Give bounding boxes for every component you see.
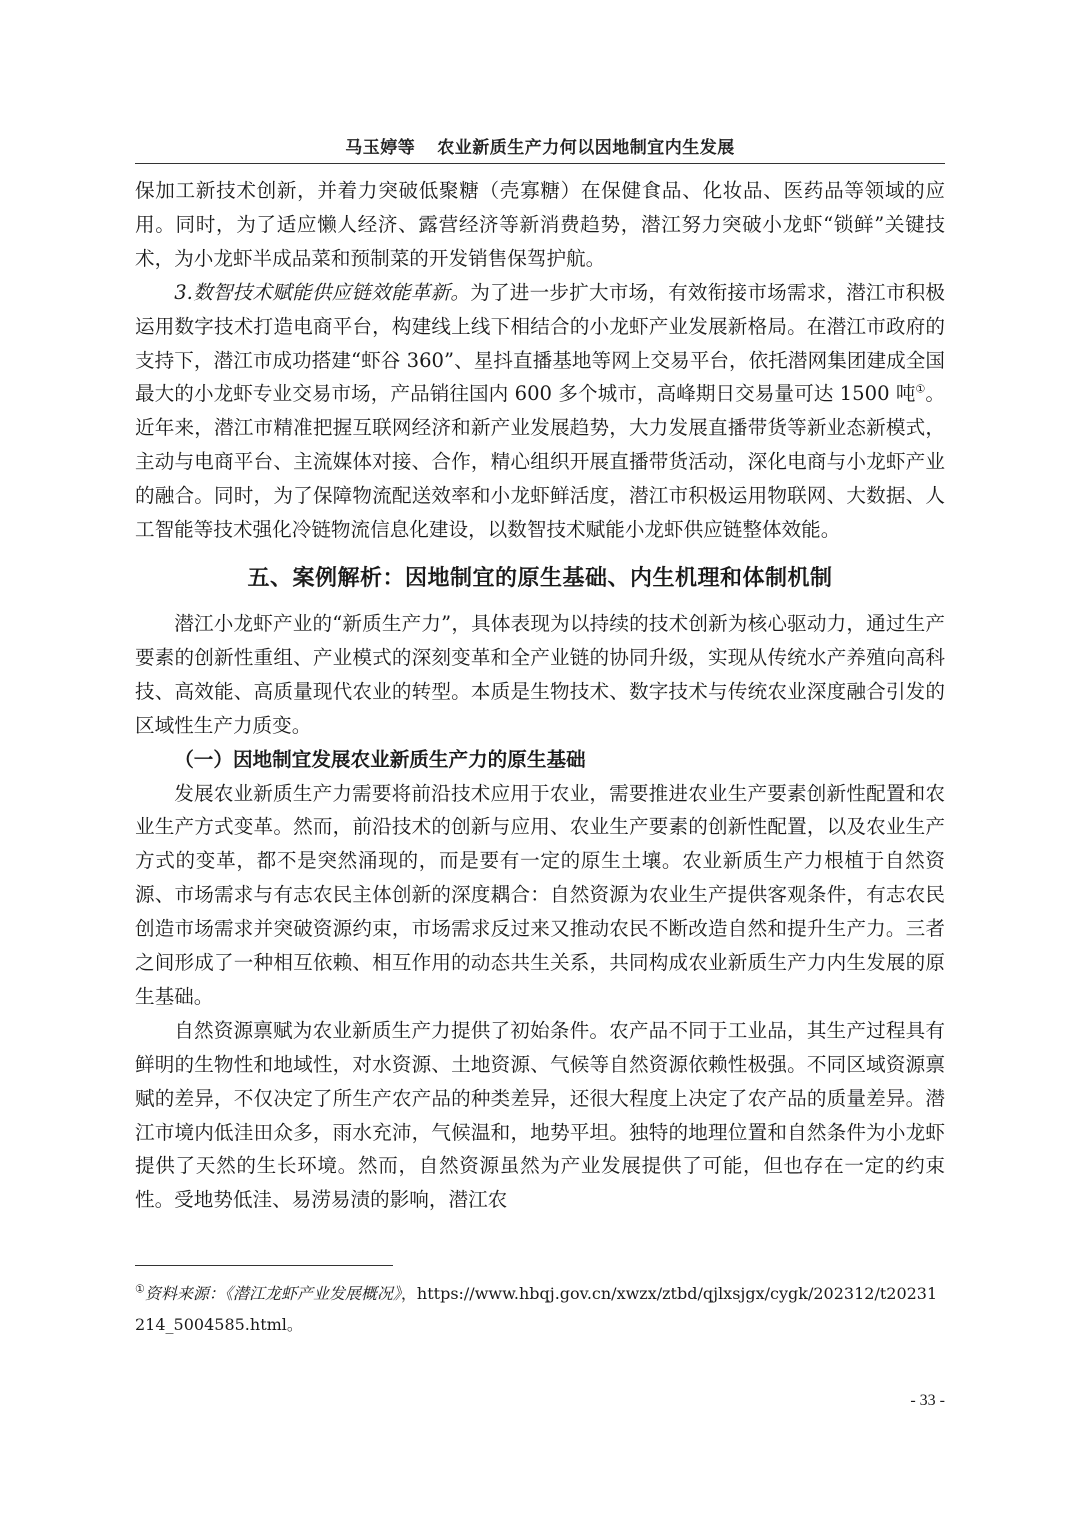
paragraph-3: 潜江小龙虾产业的“新质生产力”，具体表现为以持续的技术创新为核心驱动力，通过生产要素的创新性重组、产业模式的深刻变革和全产业链的协同升级，实现从传统水产养殖向高科技、高效能、高质量现代农业的转型。本质是生物技术、数字技术与传统农业深度融合引发的区域性生产力质变。	[135, 611, 945, 737]
footnote	[135, 1278, 945, 1340]
footnote-source: 《潜江龙虾产业发展概况》	[224, 1284, 401, 1303]
header-authors: 马玉婷等	[345, 138, 416, 158]
footnote-mark: ①	[135, 1282, 145, 1296]
page-number: - 33 -	[910, 1392, 945, 1409]
header-title: 农业新质生产力何以因地制宜内生发展	[437, 138, 735, 158]
footnote-rule	[135, 1265, 393, 1266]
section-heading: 五、案例解析：因地制宜的原生基础、内生机理和体制机制	[247, 565, 833, 591]
paragraph-2-text-b: 。近年来，潜江市精准把握互联网经济和新产业发展趋势，大力发展直播带货等新业态新模式，主动与电商平台、主流媒体对接、合作，精心组织开展直播带货活动，深化电商与小龙虾产业的融合。同时，为了保障物流配送效率和小龙虾鲜活度，潜江市积极运用物联网、大数据、人工智能等技术强化冷链物流信息化建设，以数智技术赋能小龙虾供应链整体效能。	[135, 382, 945, 542]
header-rule	[135, 163, 945, 164]
footnote-ref[interactable]: ①	[915, 382, 926, 396]
paragraph-2	[135, 276, 945, 547]
paragraph-2-lead: 3.数智技术赋能供应链效能革新。	[174, 280, 471, 304]
paragraph-5: 自然资源禀赋为农业新质生产力提供了初始条件。农产品不同于工业品，其生产过程具有鲜明的生物性和地域性，对水资源、土地资源、气候等自然资源依赖性极强。不同区域资源禀赋的差异，不仅决定了所生产农产品的种类差异，还很大程度上决定了农产品的质量差异。潜江市境内低洼田众多，雨水充沛，气候温和，地势平坦。独特的地理位置和自然条件为小龙虾提供了天然的生长环境。然而，自然资源虽然为产业发展提供了可能，但也存在一定的约束性。受地势低洼、易涝易渍的影响，潜江农	[135, 1018, 945, 1212]
footnote-label: 资料来源：	[144, 1284, 225, 1303]
body-text	[135, 174, 945, 1217]
paragraph-2-text-a: 为了进一步扩大市场，有效衔接市场需求，潜江市积极运用数字技术打造电商平台，构建线上线下相结合的小龙虾产业发展新格局。在潜江市政府的支持下，潜江市成功搭建“虾谷 360”、星抖直播基地等网上交易平台，依托潜网集团建成全国最大的小龙虾专业交易市场，产品销往国内 600 多个城市，高峰期日交易量可达 1500 吨	[135, 280, 946, 406]
paragraph-4: 发展农业新质生产力需要将前沿技术应用于农业，需要推进农业生产要素创新性配置和农业生产方式变革。然而，前沿技术的创新与应用、农业生产要素的创新性配置，以及农业生产方式的变革，都不是突然涌现的，而是要有一定的原生土壤。农业新质生产力根植于自然资源、市场需求与有志农民主体创新的深度耦合：自然资源为农业生产提供客观条件，有志农民创造市场需求并突破资源约束，市场需求反过来又推动农民不断改造自然和提升生产力。三者之间形成了一种相互依赖、相互作用的动态共生关系，共同构成农业新质生产力内生发展的原生基础。	[135, 781, 945, 1008]
paragraph-1: 保加工新技术创新，并着力突破低聚糖（壳寡糖）在保健食品、化妆品、医药品等领域的应用。同时，为了适应懒人经济、露营经济等新消费趋势，潜江努力突破小龙虾“锁鲜”关键技术，为小龙虾半成品菜和预制菜的开发销售保驾护航。	[135, 179, 945, 270]
footnote-url[interactable]: ，https://www.hbqj.gov.cn/xwzx/ztbd/qjlxsjgx/cygk/202312/t20231214_5004585.html。	[135, 1284, 938, 1334]
running-header	[135, 133, 945, 158]
sub-heading: （一）因地制宜发展农业新质生产力的原生基础	[174, 747, 586, 771]
